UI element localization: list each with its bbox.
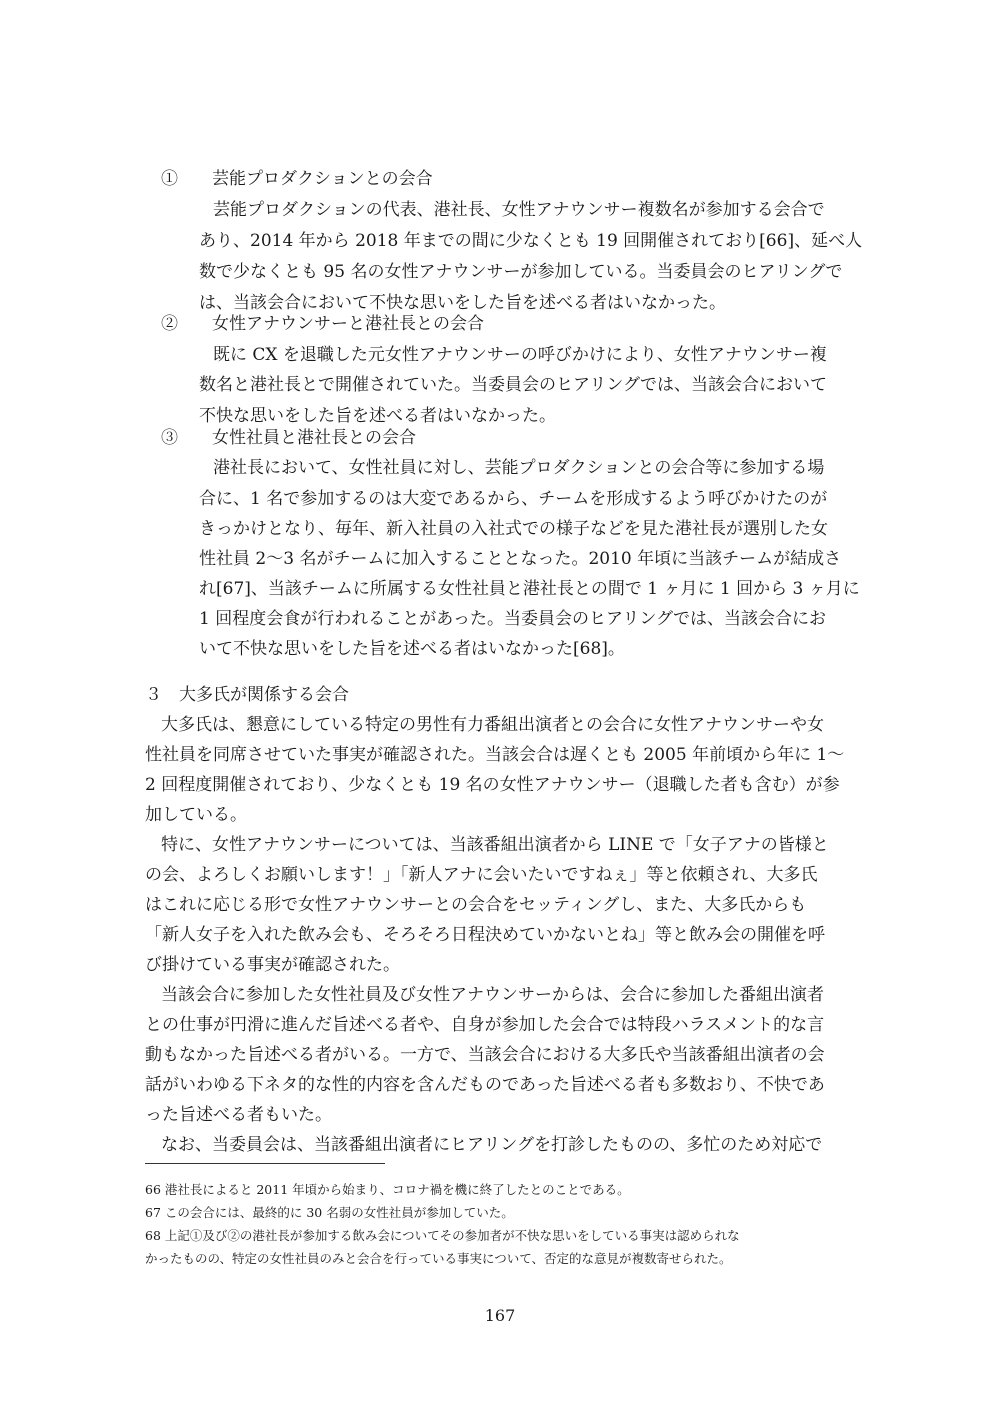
body-line: きっかけとなり、毎年、新入社員の入社式での様子などを見た港社長が選別した女 xyxy=(199,519,828,539)
body-line: 性社員 2～3 名がチームに加入することとなった。2010 年頃に当該チームが結成さ xyxy=(199,549,842,569)
body-line: は、当該会合において不快な思いをした旨を述べる者はいなかった。 xyxy=(199,293,726,313)
body-line: 1 回程度会食が行われることがあった。当委員会のヒアリングでは、当該会合にお xyxy=(199,609,827,629)
body-line: いて不快な思いをした旨を述べる者はいなかった[68]。 xyxy=(199,639,625,659)
footnote-67: 67 この会合には、最終的に 30 名弱の女性社員が参加していた。 xyxy=(145,1205,514,1220)
body-line: 合に、1 名で参加するのは大変であるから、チームを形成するよう呼びかけたのが xyxy=(199,489,828,509)
body-line: 既に CX を退職した元女性アナウンサーの呼びかけにより、女性アナウンサー複 xyxy=(213,345,827,365)
body-line: 特に、女性アナウンサーについては、当該番組出演者から LINE で「女子アナの皆様と xyxy=(161,835,829,855)
body-line: の会、よろしくお願いします！」「新人アナに会いたいですねぇ」等と依頼され、大多氏 xyxy=(145,865,818,885)
body-line: 当該会合に参加した女性社員及び女性アナウンサーからは、会合に参加した番組出演者 xyxy=(161,985,824,1005)
body-line: なお、当委員会は、当該番組出演者にヒアリングを打診したものの、多忙のため対応で xyxy=(161,1135,823,1155)
footnote-68-cont: かったものの、特定の女性社員のみと会合を行っている事実について、否定的な意見が複数寄せられた。 xyxy=(145,1251,732,1266)
footnote-68: 68 上記①及び②の港社長が参加する飲み会についてその参加者が不快な思いをしている事実は認められな xyxy=(145,1228,740,1243)
footnote-separator xyxy=(145,1163,385,1164)
body-line: れ[67]、当該チームに所属する女性社員と港社長との間で 1 ヶ月に 1 回から 3 ヶ月に xyxy=(199,579,860,599)
body-line: び掛けている事実が確認された。 xyxy=(145,955,400,975)
body-line: 芸能プロダクションの代表、港社長、女性アナウンサー複数名が参加する会合で xyxy=(213,200,825,220)
body-line: 動もなかった旨述べる者がいる。一方で、当該会合における大多氏や当該番組出演者の会 xyxy=(145,1045,825,1065)
body-line: 話がいわゆる下ネタ的な性的内容を含んだものであった旨述べる者も多数おり、不快であ xyxy=(145,1075,825,1095)
body-line: はこれに応じる形で女性アナウンサーとの会合をセッティングし、また、大多氏からも xyxy=(145,895,807,915)
item-2-heading: ② 女性アナウンサーと港社長との会合 xyxy=(161,314,484,334)
item-1-heading: ① 芸能プロダクションとの会合 xyxy=(161,169,433,189)
body-line: 大多氏は、懇意にしている特定の男性有力番組出演者との会合に女性アナウンサーや女 xyxy=(161,715,824,735)
body-line: 加している。 xyxy=(145,805,247,825)
body-line: あり、2014 年から 2018 年までの間に少なくとも 19 回開催されており[66]、延べ人 xyxy=(199,231,863,251)
item-3-heading: ③ 女性社員と港社長との会合 xyxy=(161,428,416,448)
body-line: った旨述べる者もいた。 xyxy=(145,1105,332,1125)
footnote-66: 66 港社長によると 2011 年頃から始まり、コロナ禍を機に終了したとのことである。 xyxy=(145,1182,630,1197)
section-heading: ３ 大多氏が関係する会合 xyxy=(145,685,349,705)
page-number: 167 xyxy=(484,1306,516,1325)
body-line: との仕事が円滑に進んだ旨述べる者や、自身が参加した会合では特段ハラスメント的な言 xyxy=(145,1015,825,1035)
body-line: 2 回程度開催されており、少なくとも 19 名の女性アナウンサー（退職した者も含む）が参 xyxy=(145,775,840,795)
body-line: 数で少なくとも 95 名の女性アナウンサーが参加している。当委員会のヒアリングで xyxy=(199,262,843,282)
body-line: 港社長において、女性社員に対し、芸能プロダクションとの会合等に参加する場 xyxy=(213,458,825,478)
body-line: 数名と港社長とで開催されていた。当委員会のヒアリングでは、当該会合において xyxy=(199,375,827,395)
body-line: 性社員を同席させていた事実が確認された。当該会合は遅くとも 2005 年前頃から年に 1～ xyxy=(145,745,845,765)
body-line: 「新人女子を入れた飲み会も、そろそろ日程決めていかないとね」等と飲み会の開催を呼 xyxy=(145,925,825,945)
body-line: 不快な思いをした旨を述べる者はいなかった。 xyxy=(199,406,556,426)
